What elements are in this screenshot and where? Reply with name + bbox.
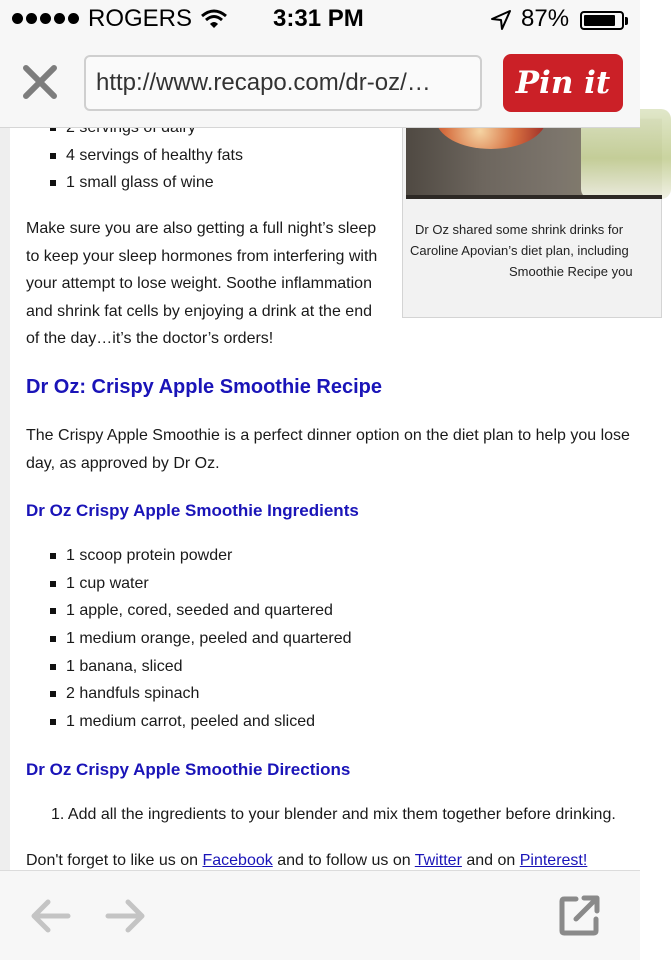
ingredients-heading	[26, 501, 646, 521]
recipe-description	[26, 422, 646, 477]
close-icon[interactable]	[18, 60, 62, 104]
paragraph-line: your attempt to lose weight. Soothe inflammation	[26, 275, 372, 292]
ingredients-list	[50, 542, 352, 736]
ingredients-heading-text: Dr Oz Crispy Apple Smoothie Ingredients	[26, 501, 359, 520]
article-figure	[402, 118, 662, 318]
list-item: 1 small glass of wine	[50, 169, 243, 197]
recipe-heading	[26, 376, 646, 399]
share-icon[interactable]	[558, 893, 602, 937]
directions-heading	[26, 760, 646, 780]
footer-text: Don't forget to like us on	[26, 852, 203, 869]
status-bar	[0, 0, 640, 40]
forward-arrow-icon[interactable]	[104, 897, 148, 935]
smoothie-photo	[406, 119, 662, 199]
list-item: 1 cup water	[50, 570, 352, 598]
caption-line: Dr Oz shared some shrink drinks for	[415, 222, 624, 237]
caption-line: Smoothie Recipe you	[509, 264, 633, 279]
list-item: 1 banana, sliced	[50, 653, 352, 681]
article-content	[0, 128, 640, 870]
pinterest-link[interactable]: Pinterest!	[519, 852, 588, 869]
footer-text: and to follow us on	[272, 852, 415, 869]
facebook-link[interactable]: Facebook	[202, 852, 273, 869]
list-item: 4 servings of healthy fats	[50, 142, 243, 170]
paragraph-line: and shrink fat cells by enjoying a drink at the end	[26, 302, 372, 320]
list-item: 1 apple, cored, seeded and quartered	[50, 597, 352, 625]
bottom-toolbar	[0, 870, 640, 960]
wifi-icon	[200, 9, 228, 29]
back-arrow-icon[interactable]	[28, 897, 72, 935]
twitter-link[interactable]: Twitter	[414, 852, 462, 869]
paragraph-line: to keep your sleep hormones from interfering with	[26, 247, 378, 265]
browser-toolbar	[0, 40, 640, 128]
figure-caption	[403, 219, 663, 282]
signal-strength-icon	[12, 13, 79, 24]
paragraph-line: of the day…it’s the doctor’s orders!	[26, 330, 274, 347]
page-edge	[0, 128, 10, 870]
direction-step: 1. Add all the ingredients to your blender and mix them together before drinking.	[51, 806, 616, 823]
url-field[interactable]	[84, 55, 482, 111]
carrier-name: ROGERS	[88, 5, 193, 32]
pin-it-button[interactable]: Pin it	[503, 54, 623, 112]
list-item: 1 medium orange, peeled and quartered	[50, 625, 352, 653]
directions-heading-text: Dr Oz Crispy Apple Smoothie Directions	[26, 760, 351, 779]
footer-text: and on	[461, 852, 520, 869]
caption-line: Caroline Apovian’s diet plan, including	[410, 243, 629, 258]
url-text: http://www.recapo.com/dr-oz/…	[96, 69, 431, 96]
list-item: 1 scoop protein powder	[50, 542, 352, 570]
recipe-heading-text: Dr Oz: Crispy Apple Smoothie Recipe	[26, 376, 382, 398]
status-time: 3:31 PM	[273, 5, 364, 32]
paragraph-line: Make sure you are also getting a full night’s sleep	[26, 220, 377, 237]
location-arrow-icon	[490, 9, 512, 31]
list-item: 1 medium carrot, peeled and sliced	[50, 708, 352, 736]
paragraph-line: day, as approved by Dr Oz.	[26, 454, 220, 472]
battery-percent: 87%	[521, 5, 570, 32]
battery-icon	[580, 11, 624, 30]
directions-list	[51, 801, 671, 829]
paragraph-line: The Crispy Apple Smoothie is a perfect dinner option on the diet plan to help you lose	[26, 427, 630, 444]
list-item: 2 handfuls spinach	[50, 680, 352, 708]
